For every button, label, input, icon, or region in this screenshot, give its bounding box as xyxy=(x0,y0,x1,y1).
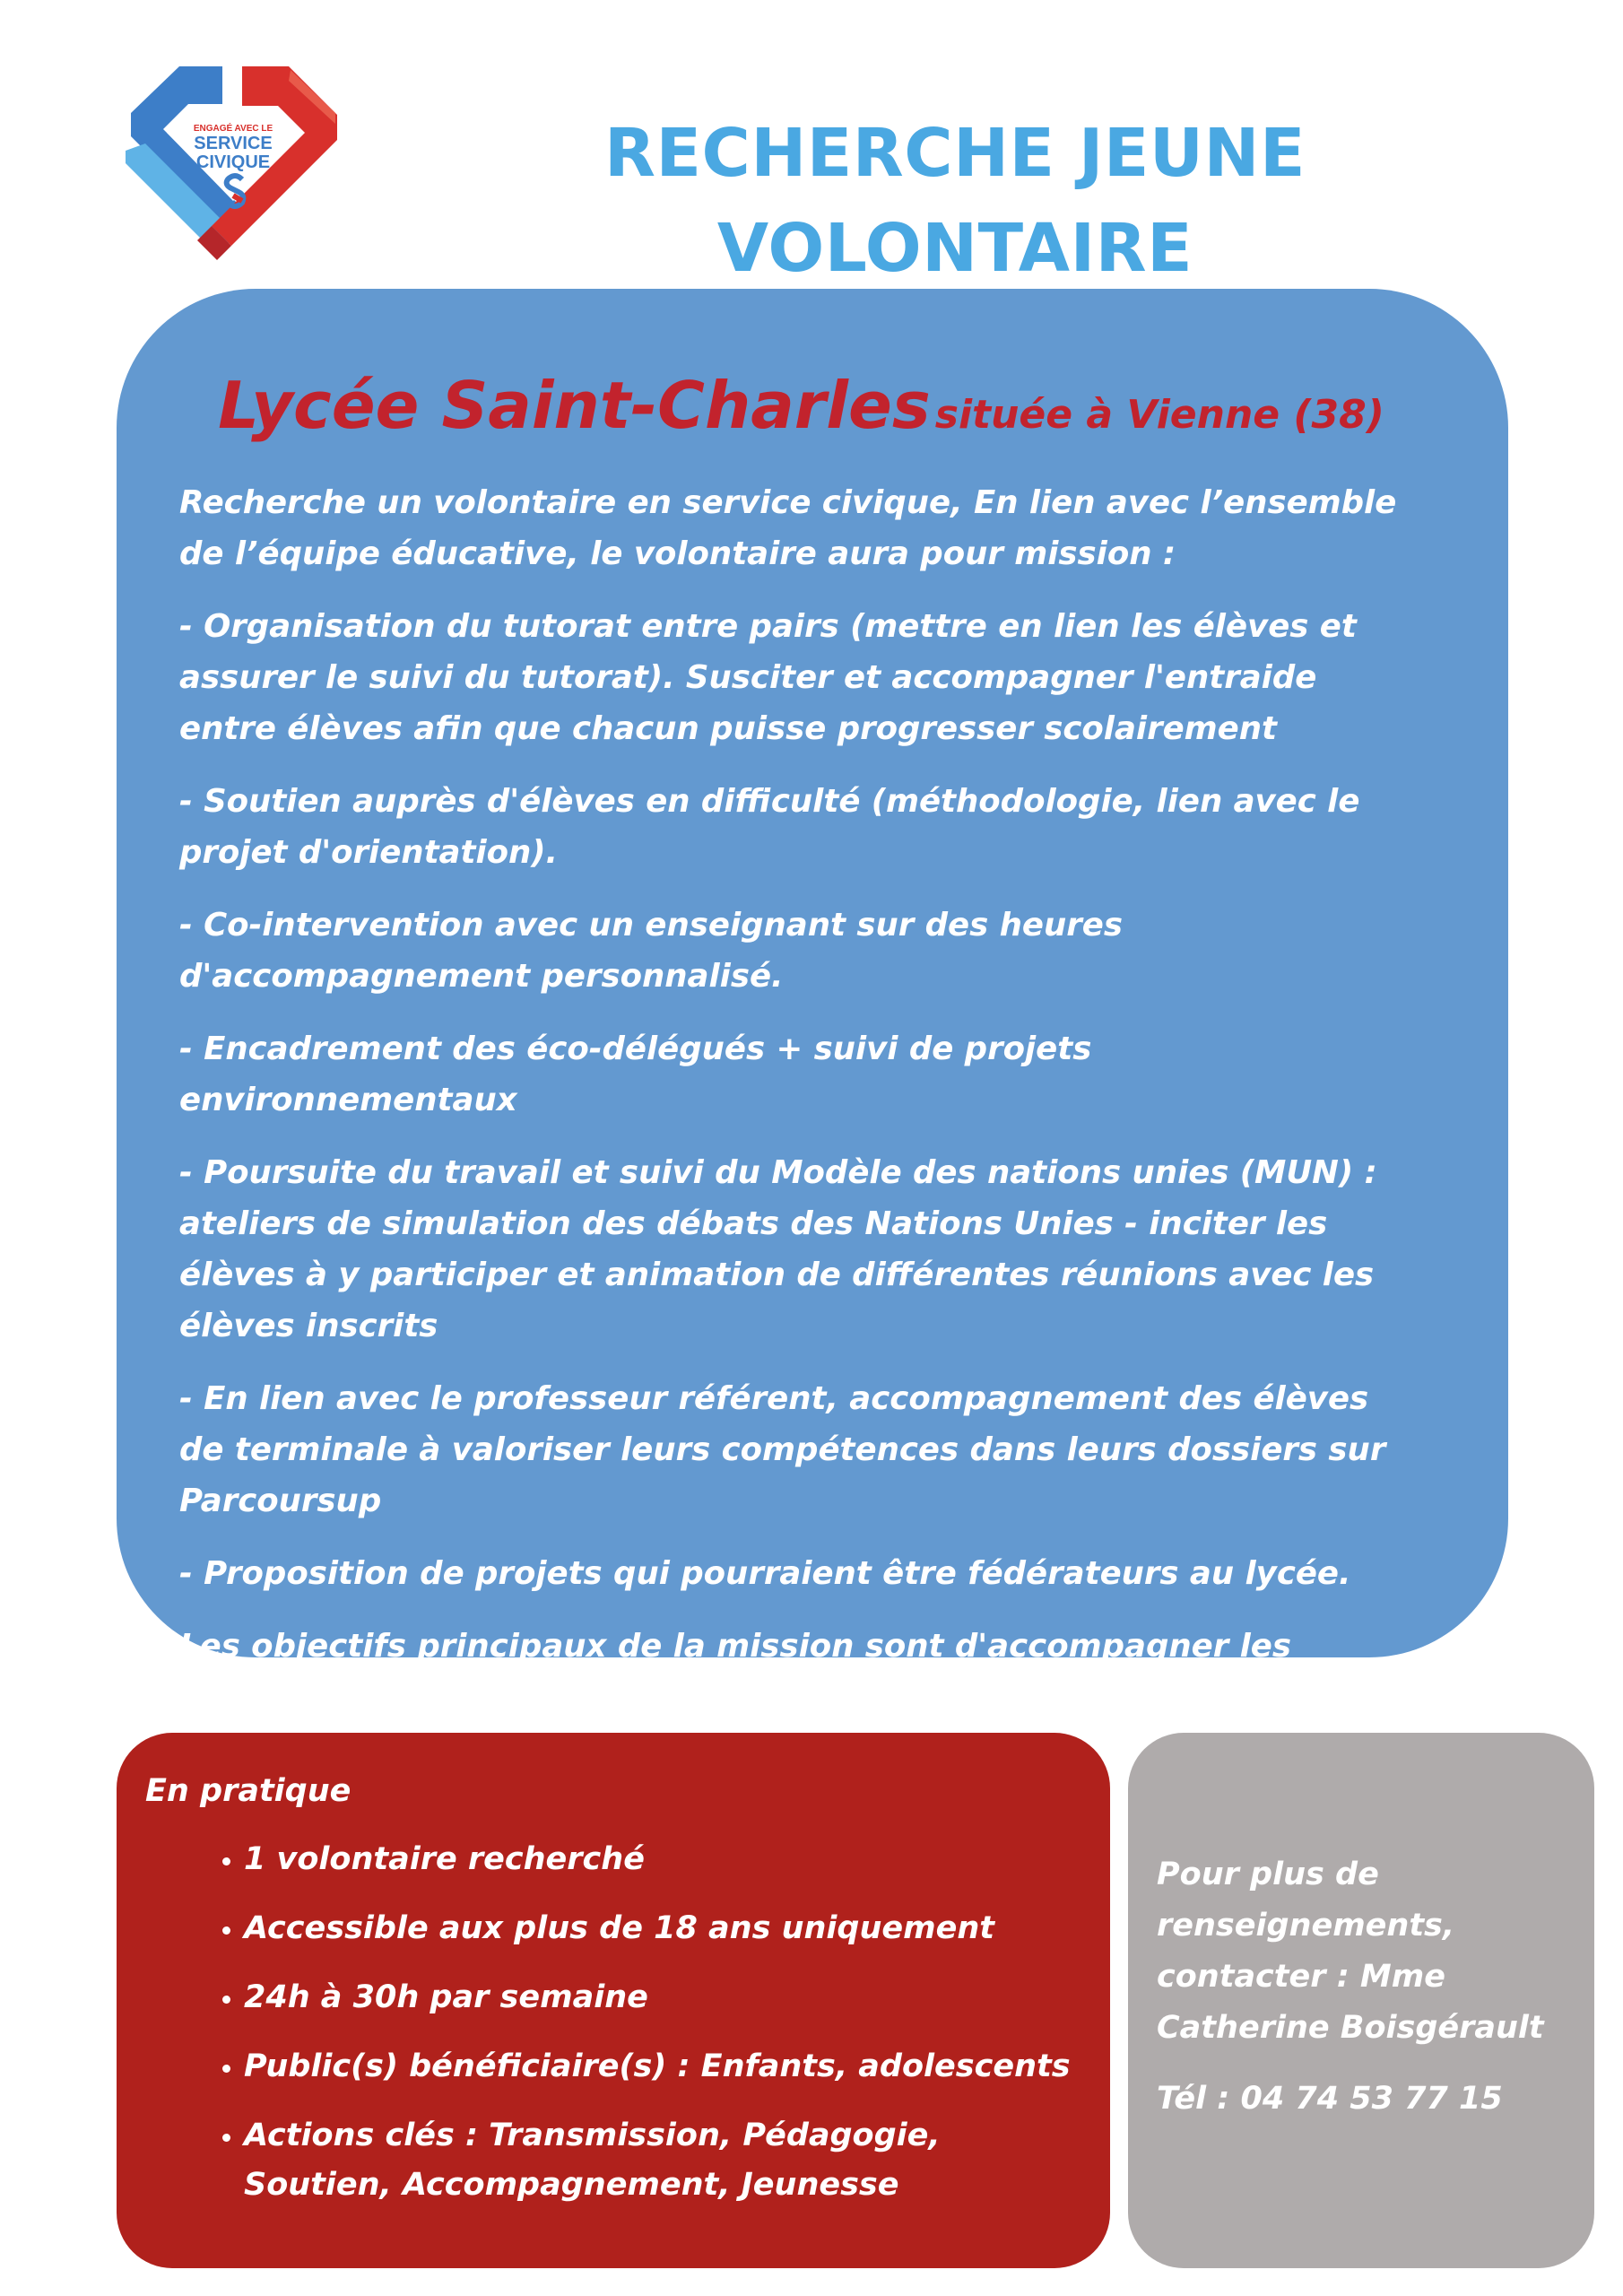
logo-text-line3: CIVIQUE xyxy=(195,152,271,172)
list-item: • Actions clés : Transmission, Pédagogie, Soutien, Accompagnement, Jeunesse xyxy=(244,2111,1083,2210)
contact-phone: Tél : 04 74 53 77 15 xyxy=(1157,2081,1503,2117)
school-location: située à Vienne (38) xyxy=(934,392,1384,438)
practice-title: En pratique xyxy=(145,1773,352,1809)
mission-paragraph: - Encadrement des éco-délégués + suivi de projets environnementaux xyxy=(179,1031,1092,1118)
practice-box xyxy=(117,1733,1110,2268)
school-name: Lycée Saint-Charles xyxy=(218,368,931,443)
list-item: • Public(s) bénéficiaire(s) : Enfants, adolescents xyxy=(244,2042,1083,2092)
list-item: • 1 volontaire recherché xyxy=(244,1835,1083,1884)
list-item: • Accessible aux plus de 18 ans uniquement xyxy=(244,1904,1083,1953)
logo-text-line2: SERVICE xyxy=(194,134,273,153)
mission-box xyxy=(117,289,1508,1716)
mission-paragraph: - Organisation du tutorat entre pairs (mettre en lien les élèves et assurer le suivi du tutorat). Susciter et accompagner l'entraide entre élèves afin que chacun puisse progresser scolairement xyxy=(179,608,1357,747)
contact-text: Pour plus de renseignements, contacter : Mme Catherine Boisgérault xyxy=(1157,1857,1544,2046)
heart-logo-icon xyxy=(124,61,343,273)
contact-box xyxy=(1128,1733,1594,2268)
school-heading xyxy=(179,368,1423,443)
mission-paragraph: - Poursuite du travail et suivi du Modèle des nations unies (MUN) : ateliers de simulation des débats des Nations Unies - inciter les élèves à y participer et animation de différentes réunions avec les élèves inscrits xyxy=(179,1154,1377,1344)
mission-paragraph: - En lien avec le professeur référent, accompagnement des élèves de terminale à valoriser leurs compétences dans leurs dossiers sur Parcoursup xyxy=(179,1380,1386,1519)
title-line-1: RECHERCHE JEUNE VOLONTAIRE xyxy=(603,115,1306,287)
mission-paragraph: - Soutien auprès d'élèves en difficulté (méthodologie, lien avec le projet d'orientation). xyxy=(179,783,1360,871)
mission-paragraph: Recherche un volontaire en service civique, En lien avec l’ensemble de l’équipe éducative, le volontaire aura pour mission : xyxy=(179,484,1397,572)
mission-paragraph: Les objectifs principaux de la mission sont d'accompagner les lycéens dans leur réussite scolaire et les faire grandir à travers xyxy=(179,1628,1324,1716)
mission-description xyxy=(179,477,1423,1774)
mission-paragraph: - Proposition de projets qui pourraient être fédérateurs au lycée. xyxy=(179,1555,1351,1592)
practice-list xyxy=(145,1835,1083,2210)
service-civique-logo xyxy=(124,61,343,273)
logo-text-line1: ENGAGÉ AVEC LE xyxy=(193,124,273,134)
mission-paragraph: - Co-intervention avec un enseignant sur des heures d'accompagnement personnalisé. xyxy=(179,907,1123,995)
list-item: • 24h à 30h par semaine xyxy=(244,1973,1083,2022)
